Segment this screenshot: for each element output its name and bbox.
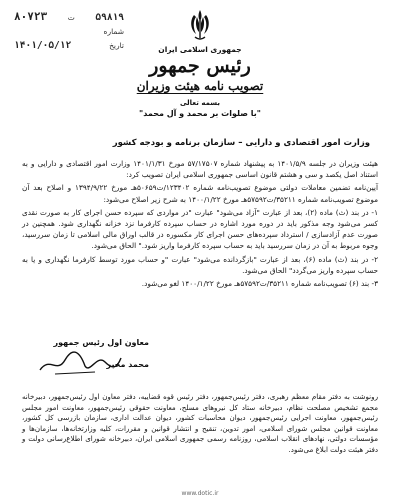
country-name: جمهوری اسلامی ایران [158, 45, 242, 54]
reference-date: ۱۴۰۱/۰۵/۱۲ [14, 40, 72, 51]
iran-emblem-icon [186, 8, 214, 42]
paragraph-item-2: ۲- در بند (ث) ماده (۶)، بعد از عبارت "بازگردانده می‌شود" عبارت "و حساب مورد توسط کارفرما نگهداری و یا به حساب سپرده واریز می‌گردد" الحاق می‌شود. [22, 254, 379, 275]
reference-shomare-line [14, 25, 124, 39]
header [0, 44, 400, 120]
shomare-label: شماره [103, 27, 124, 36]
paragraph-item-1: ۱- در بند (ث) ماده (۲)، بعد از عبارت "آزاد می‌شود" عبارت "در مواردی که سپرده حسن اجرای کار به صورت نقدی کسر می‌شود وجه مذکور باید در دوره مورد اشاره در حساب سپرده کارفرما نزد خزانه نگهداری شود. همچنین در صورت عدم آزادسازی / استرداد سپرده‌های حسن اجرای کار مکسوره در قالب اوراق مالی اسلامی تا زمان سررسید، وجوه مربوط به آن در زمان سررسید باید به حساب سپرده کارفرما واریز شود." الحاق می‌شود. [22, 207, 378, 251]
office-title: رئیس جمهور [149, 55, 251, 77]
paragraph-item-3: ۳- بند (۶) تصویب‌نامه شماره ۳۵۲۱۱/ت۵۷۵۹۲هـ مورخ ۱۴۰۰/۱/۲۲ لغو می‌شود. [141, 279, 378, 289]
signatory-title: معاون اول رئیس جمهور [53, 338, 149, 347]
basmala: بسمه تعالی [179, 99, 221, 107]
reference-number-left: ۸۰۷۲۳ [14, 10, 48, 23]
recipient-line: وزارت امور اقتصادی و دارایی – سازمان برنامه و بودجه کشور [112, 138, 370, 148]
paragraph-amendment-intro: آیین‌نامه تضمین معاملات دولتی موضوع تصویب‌نامه شماره ۱۲۳۴۰۲/ت۵۰۶۵۹هـ مورخ ۱۳۹۴/۹/۲۲ و اصلاح بعد آن موضوع تصویب‌نامه شماره ۳۵۲۱۱/ت۵۷۵۹۲هـ مورخ ۱۴۰۰/۱/۲۲ به شرح زیر اصلاح می‌شود: [22, 183, 378, 204]
paragraph-intro: هیئت وزیران در جلسه ۱۴۰۱/۵/۹ به پیشنهاد شماره ۵۷/۱۷۵۰۷ مورخ ۱۴۰۱/۱/۳۱ وزارت امور اقتصادی و دارایی و به استناد اصل یکصد و سی و هشتم قانون اساسی جمهوری اسلامی ایران تصویب کرد: [22, 159, 378, 180]
salavat: "با صلوات بر محمد و آل محمد" [139, 109, 261, 118]
decree-body [22, 158, 378, 291]
reference-number-line [14, 10, 124, 25]
footer-url: www.dotic.ir [181, 490, 219, 497]
date-label: تاریخ [109, 41, 124, 50]
signatory-name: محمد مخبر [106, 360, 149, 369]
document-type: تصویب نامه هیئت وزیران [136, 79, 264, 93]
distribution-list: رونوشت به دفتر مقام معظم رهبری، دفتر رئیس‌جمهور، دفتر رئیس قوه قضاییه، دفتر معاون اول رئیس‌جمهور، دبیرخانه مجمع تشخیص مصلحت نظام، دبیرخانه ستاد کل نیروهای مسلح، معاونت حقوقی رئیس‌جمهور، معاونت امور مجلس رئیس‌جمهور، معاونت اجرایی رئیس‌جمهور، دیوان محاسبات کشور، دیوان عدالت اداری، سازمان بازرسی کل کشور، معاونت قوانین مجلس شورای اسلامی، امور تدوین، تنقیح و انتشار قوانین و مقررات، کلیه وزارتخانه‌ها، سازمان‌ها و مؤسسات دولتی، نهادهای انقلاب اسلامی، روزنامه رسمی جمهوری اسلامی ایران، دبیرخانه شورای اطلاع‌رسانی دولت و دفتر هیئت دولت ابلاغ می‌شود. [22, 392, 378, 454]
signature-block [25, 338, 155, 390]
reference-number-right: ۵۹۸۱۹ [95, 12, 124, 23]
reference-number-label: ت [67, 13, 75, 22]
